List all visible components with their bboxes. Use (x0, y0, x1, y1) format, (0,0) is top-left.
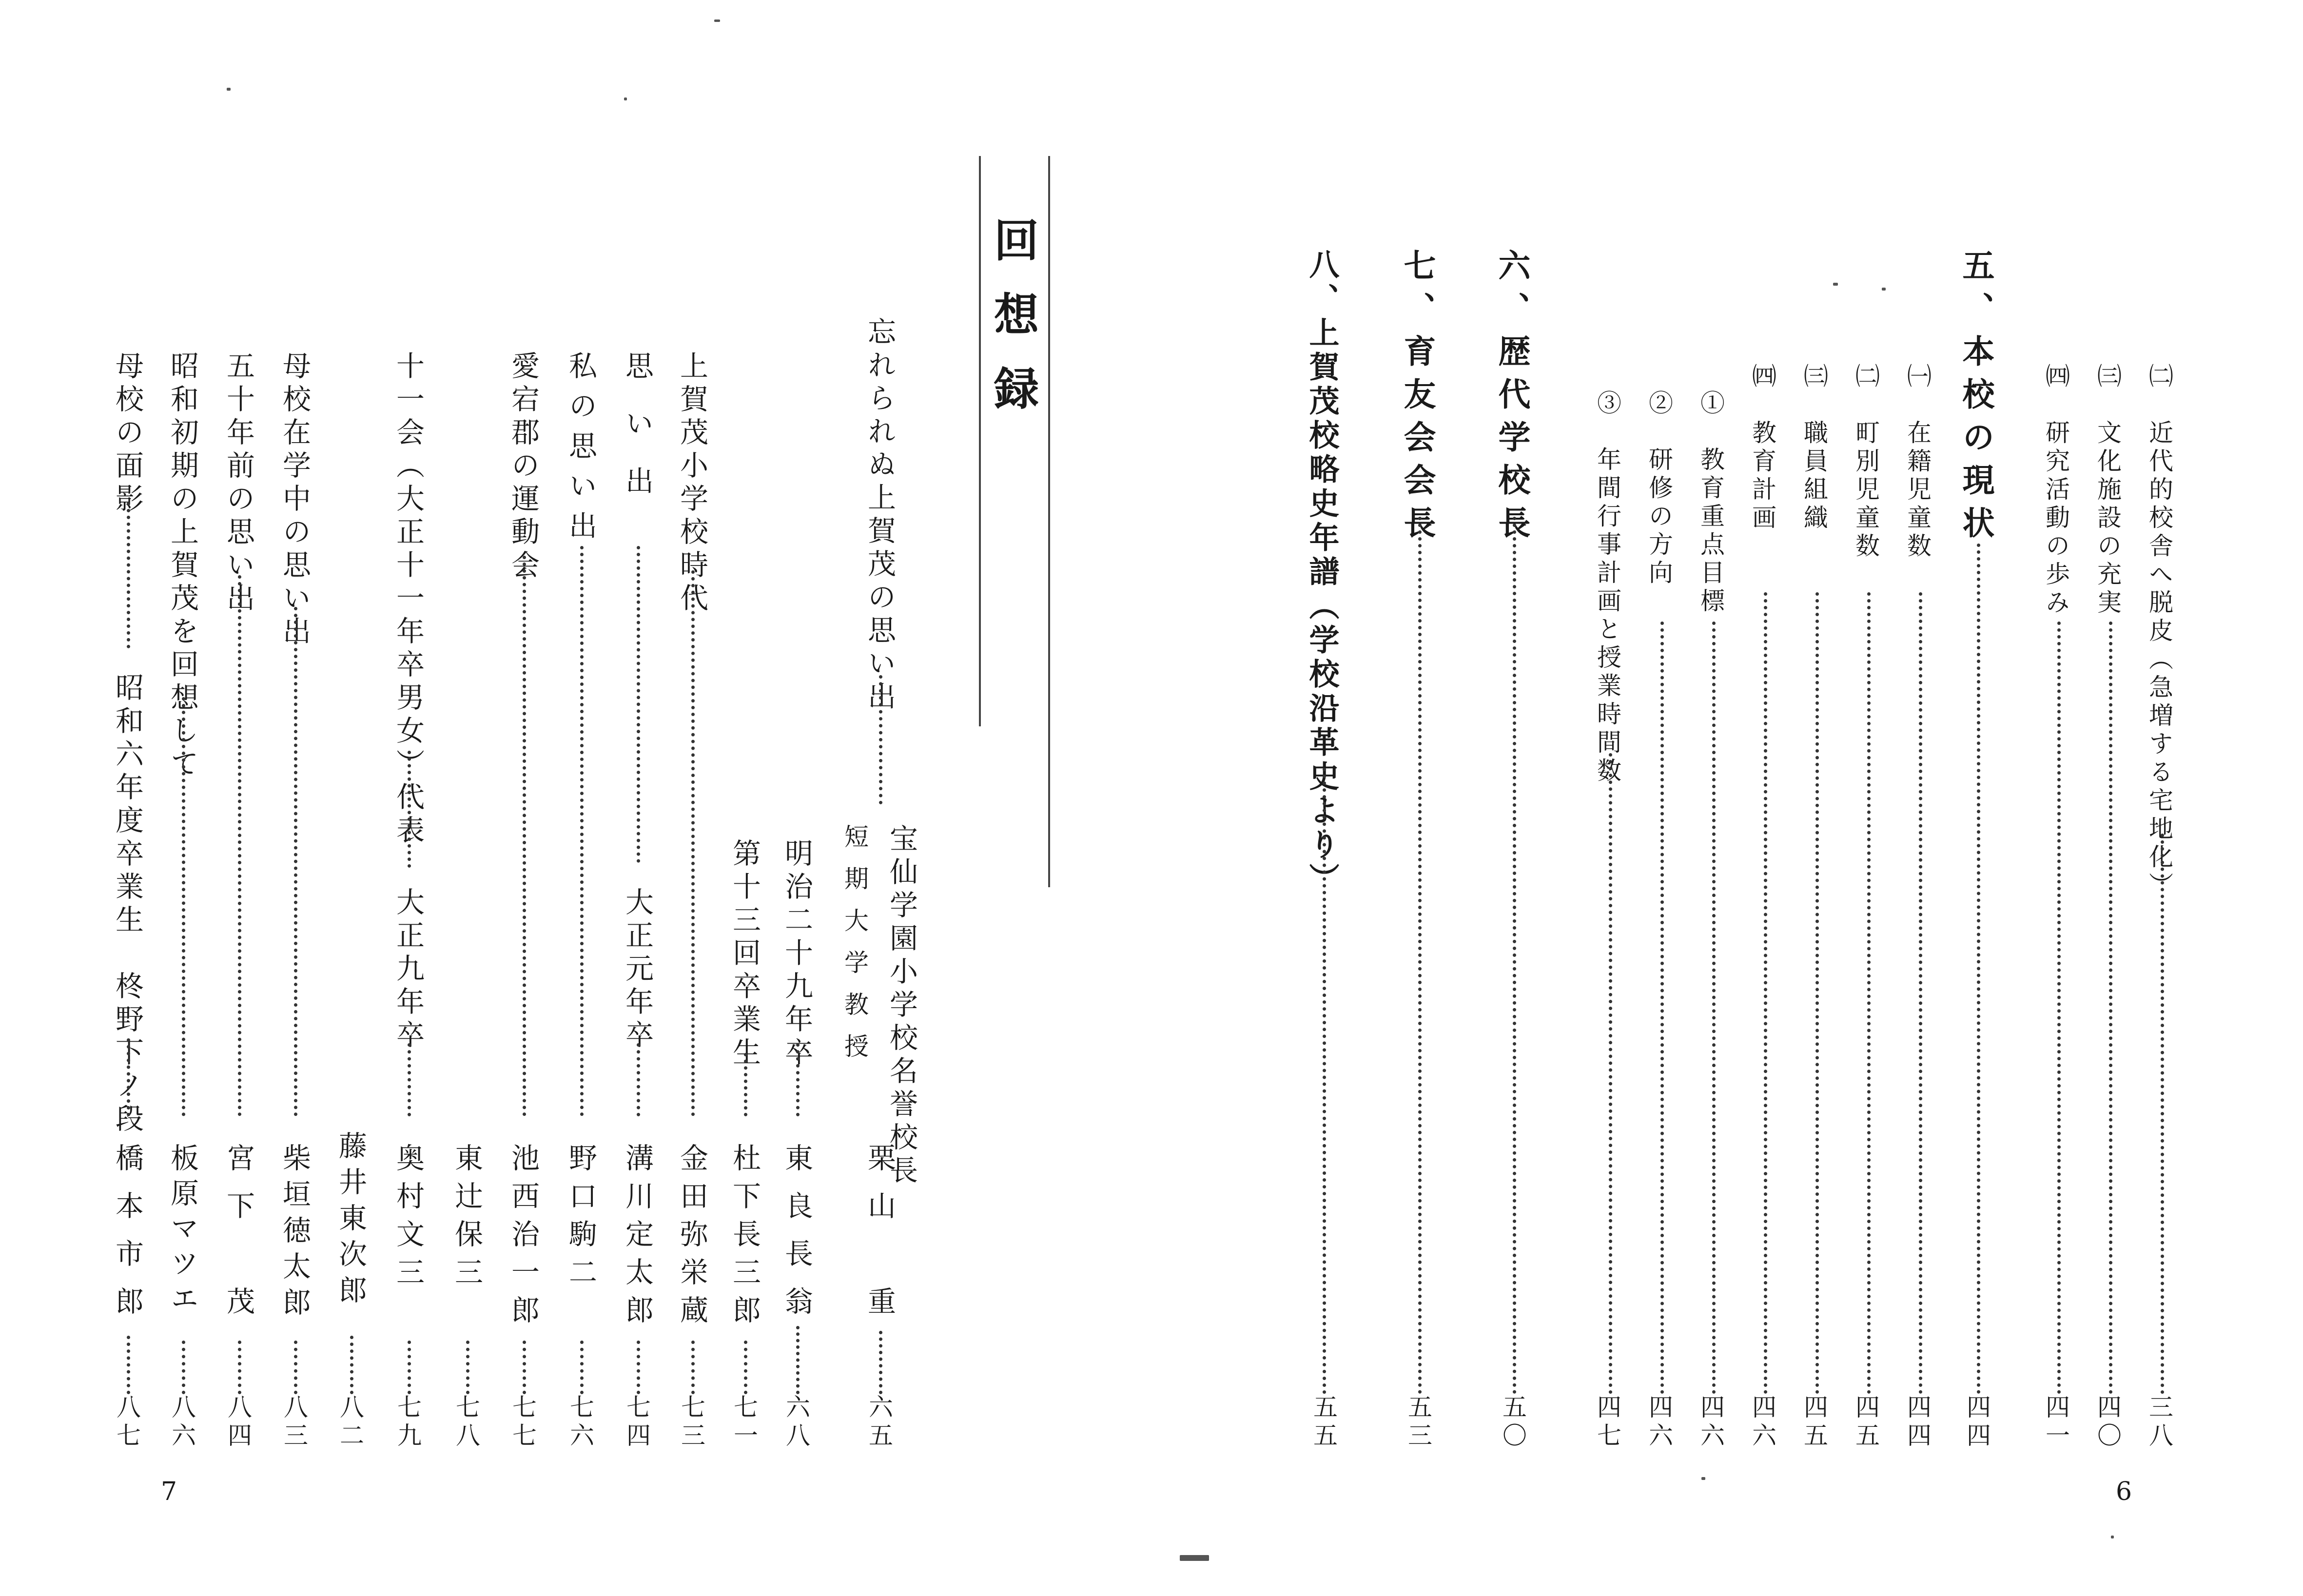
toc-entry-page: 四六 (1748, 1394, 1776, 1451)
toc-leader (466, 1341, 469, 1394)
memoir-author: 板原マツエ (166, 1143, 199, 1319)
toc-leader (879, 675, 882, 804)
memoir-title: 母校の面影 (111, 351, 144, 517)
scan-speck (227, 88, 231, 91)
toc-leader (796, 1326, 800, 1394)
memoir-page: 八四 (224, 1394, 252, 1451)
toc-leader (238, 575, 241, 1116)
memoir-author: 栗山 重 (863, 1143, 896, 1334)
toc-leader (1323, 768, 1326, 1394)
memoir-title: 上賀茂小学校時代 (675, 351, 708, 616)
memoir-author: 溝川定太郎 (621, 1143, 654, 1333)
scan-speck (1882, 288, 1886, 291)
toc-leader (1609, 753, 1612, 1394)
toc-leader (637, 546, 640, 863)
toc-chapter-label: 六、歴代学校長 (1493, 249, 1531, 549)
toc-leader (350, 1336, 353, 1394)
memoir-author: 藤井東次郎 (334, 1131, 367, 1311)
memoir-author: 東良長翁 (780, 1143, 813, 1334)
toc-entry-label: ㈣ 研究活動の歩み (2042, 363, 2070, 618)
toc-chapter-label: 八、上賀茂校略史年譜（学校沿革史より） (1304, 249, 1340, 897)
memoir-author-note: 明治二十九年卒 (780, 838, 813, 1070)
toc-leader (294, 607, 297, 1116)
memoir-author: 杜下長三郎 (728, 1143, 761, 1333)
toc-entry-page: 四一 (2042, 1394, 2070, 1451)
toc-leader (1977, 544, 1980, 1394)
memoir-title: 忘れられぬ上賀茂の思い出 (863, 317, 896, 715)
title-rule (1048, 156, 1050, 887)
page-number-right: 6 (2116, 1477, 2132, 1506)
toc-leader (2161, 834, 2164, 1394)
memoir-title: 十一会（大正十一年卒男女）代表 (391, 351, 425, 848)
memoir-title: 私の思い出 (564, 351, 597, 551)
memoir-author: 奥村文三 (391, 1143, 425, 1295)
scan-speck (1180, 1555, 1209, 1561)
memoir-title: 思い出 (621, 351, 654, 524)
toc-leader (127, 1336, 130, 1394)
memoir-page: 六五 (865, 1394, 893, 1451)
toc-leader (1815, 592, 1819, 1394)
memoir-author-note: 短期大学教授 (840, 824, 869, 1075)
toc-entry-label: ㈠ 在籍児童数 (1903, 363, 1932, 561)
section-title: 回想録 (987, 217, 1039, 439)
memoir-page: 八三 (280, 1394, 308, 1451)
toc-entry-label: ㈢ 文化施設の充実 (2093, 363, 2122, 618)
toc-entry-label: ㈡ 町別児童数 (1852, 363, 1880, 561)
toc-leader (408, 751, 411, 868)
toc-leader (1764, 592, 1767, 1394)
toc-leader (127, 1038, 130, 1116)
toc-entry-label: ② 研修の方向 (1645, 390, 1673, 588)
toc-leader (1513, 517, 1516, 1394)
toc-leader (127, 502, 130, 648)
toc-entry-page: 五〇 (1499, 1394, 1527, 1451)
memoir-author: 金田弥栄蔵 (675, 1143, 708, 1333)
toc-chapter-label: 七、育友会会長 (1398, 249, 1436, 549)
toc-leader (2109, 622, 2112, 1394)
toc-entry-page: 四四 (1903, 1394, 1932, 1451)
memoir-page: 七四 (623, 1394, 651, 1451)
scan-speck (2111, 1536, 2114, 1538)
memoir-page: 七六 (566, 1394, 594, 1451)
scan-speck (714, 19, 720, 22)
toc-entry-page: 五三 (1404, 1394, 1432, 1451)
toc-leader (294, 1341, 297, 1394)
toc-leader (744, 1341, 747, 1394)
toc-leader (2057, 622, 2061, 1394)
memoir-page: 八二 (336, 1394, 364, 1451)
memoir-title: 昭和初期の上賀茂を回想して (166, 351, 199, 782)
toc-leader (879, 1331, 882, 1394)
scan-speck (1833, 283, 1838, 286)
toc-leader (744, 1053, 747, 1116)
toc-entry-page: 四六 (1645, 1394, 1673, 1451)
toc-entry-page: 四六 (1697, 1394, 1725, 1451)
memoir-page: 七九 (393, 1394, 422, 1451)
toc-leader (1867, 592, 1871, 1394)
memoir-author: 池西治一郎 (507, 1143, 540, 1333)
toc-leader (637, 1341, 640, 1394)
memoir-title: 愛宕郡の運動会 (507, 351, 540, 583)
toc-leader (182, 697, 185, 1116)
memoir-title: 五十年前の思い出 (222, 351, 255, 616)
memoir-page: 七八 (452, 1394, 480, 1451)
toc-leader (408, 1341, 411, 1394)
memoir-author-note: 第十三回卒業生 (728, 838, 761, 1070)
toc-leader (182, 1341, 185, 1394)
toc-entry-page: 四〇 (2093, 1394, 2122, 1451)
memoir-author-note: 大正元年卒 (621, 887, 654, 1053)
toc-leader (408, 1043, 411, 1116)
scan-speck (624, 97, 627, 100)
toc-entry-page: 五五 (1309, 1394, 1338, 1451)
toc-entry-label: ③ 年間行事計画と授業時間数 (1593, 390, 1621, 786)
memoir-author: 野口駒二 (564, 1143, 597, 1295)
toc-leader (580, 1341, 584, 1394)
toc-leader (523, 556, 526, 1116)
memoir-page: 七三 (677, 1394, 705, 1451)
memoir-page: 七一 (730, 1394, 758, 1451)
memoir-page: 六八 (782, 1394, 810, 1451)
toc-leader (1418, 517, 1422, 1394)
toc-entry-label: ① 教育重点目標 (1697, 390, 1725, 616)
toc-entry-page: 四五 (1852, 1394, 1880, 1451)
toc-entry-page: 三八 (2145, 1394, 2173, 1451)
memoir-author: 宮下 茂 (222, 1143, 255, 1334)
toc-leader (796, 1043, 800, 1116)
toc-entry-label: ㈢ 職員組織 (1800, 363, 1828, 533)
toc-leader (1660, 622, 1664, 1394)
memoir-author: 橋本市郎 (111, 1143, 144, 1334)
memoir-author-note: 大正九年卒 (391, 887, 425, 1053)
scan-speck (1701, 1477, 1705, 1480)
memoir-page: 七七 (508, 1394, 537, 1451)
toc-leader (691, 1341, 695, 1394)
toc-leader (691, 570, 695, 1116)
toc-leader (1712, 622, 1716, 1394)
toc-entry-page: 四四 (1963, 1394, 1991, 1451)
toc-leader (637, 1043, 640, 1116)
toc-leader (238, 1341, 241, 1394)
title-rule (979, 156, 981, 726)
memoir-author: 柴垣徳太郎 (278, 1143, 311, 1324)
toc-entry-page: 四七 (1593, 1394, 1621, 1451)
memoir-page: 八六 (168, 1394, 196, 1451)
memoir-author-note: 宝仙学園小学校名誉校長 (885, 824, 918, 1188)
toc-leader (1919, 592, 1922, 1394)
toc-entry-label: ㈣ 教育計画 (1748, 363, 1776, 533)
memoir-author: 東辻保三 (450, 1143, 483, 1295)
toc-leader (523, 1341, 526, 1394)
toc-entry-page: 四五 (1800, 1394, 1828, 1451)
toc-leader (580, 546, 584, 1116)
memoir-author-note: 昭和六年度卒業生 柊野下ノ段 (111, 673, 144, 1137)
memoir-title: 母校在学中の思い出 (278, 351, 311, 649)
toc-entry-label: ㈡ 近代的校舎へ脱皮（急増する宅地化） (2145, 363, 2173, 900)
memoir-page: 八七 (113, 1394, 141, 1451)
toc-chapter-label: 五、本校の現状 (1957, 249, 1995, 549)
page-number-left: 7 (161, 1477, 177, 1506)
